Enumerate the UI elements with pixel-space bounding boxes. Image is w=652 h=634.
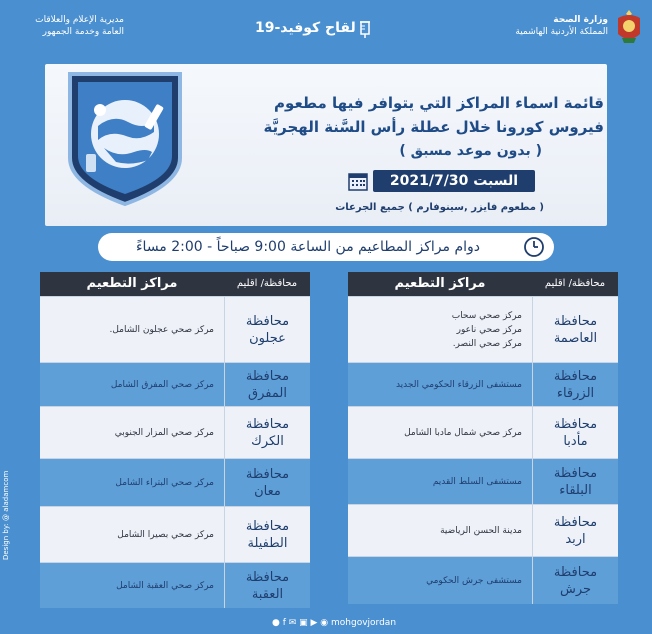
governorate-cell: محافظة مأدبا [532,407,618,458]
date-badge: السبت 2021/7/30 [373,170,535,192]
centers-cell: مدينة الحسن الرياضية [440,525,522,536]
social-handle: mohgovjordan [331,618,397,628]
calendar-icon [348,171,368,191]
centers-cell: مستشفى السلط القديم [432,476,522,487]
media-line1: مديرية الإعلام والعلاقات [35,15,124,25]
social-icons: ● f ✉ ▣ ▶ ◉ [272,618,332,628]
ministry-line1: وزارة الصحة [553,15,608,25]
ministry-line2: المملكة الأردنية الهاشمية [515,27,608,37]
header [0,0,652,64]
table-row [40,562,310,608]
clock-icon [523,236,545,258]
centers-table-right [348,272,618,604]
governorate-cell: محافظة الزرقاء [532,363,618,406]
centers-cell: مركز صحي العقبة الشامل [116,580,214,591]
centers-cell: مستشفى الزرقاء الحكومي الجديد [395,379,522,390]
centers-table-left [40,272,310,608]
governorate-cell: محافظة الطفيلة [224,507,310,562]
vaccine-title: لقاح كوفيد-19 [255,20,356,36]
governorate-cell: محافظة جرش [532,557,618,604]
governorate-cell: محافظة المفرق [224,363,310,406]
table-row [40,506,310,562]
centers-cell: مركز صحي سحاب مركز صحي ناعور مركز صحي النصر. [451,310,522,349]
table-row [40,296,310,362]
media-line2: العامة وخدمة الجمهور [42,27,124,37]
header-governorate: محافظة/ اقليم [544,278,606,289]
jordan-crest-icon [614,8,644,46]
ministry-name [515,14,608,38]
governorate-cell: محافظة العاصمة [532,297,618,362]
table-row [40,406,310,458]
governorate-cell: محافظة اربد [532,505,618,556]
table-row [348,556,618,604]
table-row [348,406,618,458]
centers-cell: مركز صحي المفرق الشامل [110,379,214,390]
centers-cell: مركز صحي عجلون الشامل. [109,324,214,335]
shield-emblem [58,66,192,208]
table-row [348,296,618,362]
header-centers: مراكز التطعيم [86,276,178,291]
centers-cell: مركز صحي بصيرا الشامل [117,529,214,540]
header-centers: مراكز التطعيم [394,276,486,291]
centers-cell: مركز صحي شمال مادبا الشامل [404,427,522,438]
media-directorate [14,14,124,38]
governorate-cell: محافظة البلقاء [532,459,618,504]
shield-icon [58,66,192,208]
social-footer [272,618,396,628]
working-hours: دوام مراكز المطاعيم من الساعة 9:00 صباحاً - 2:00 مساءً [98,233,554,261]
governorate-cell: محافظة عجلون [224,297,310,362]
governorate-cell: محافظة العقبة [224,563,310,608]
table-header [348,272,618,296]
table-row [348,458,618,504]
centers-cell: مركز صحي المزار الجنوبي [114,427,214,438]
title-line-2: فيروس كورونا خلال عطلة رأس السَّنة الهجريَّة [263,118,604,136]
table-row [40,458,310,506]
designer-credit: Design by: @ aladamcom [2,470,10,560]
centers-cell: مركز صحي البتراء الشامل [115,477,214,488]
table-header [40,272,310,296]
table-row [40,362,310,406]
governorate-cell: محافظة معان [224,459,310,506]
header-governorate: محافظة/ اقليم [236,278,298,289]
title-line-1: قائمة اسماء المراكز التي يتوافر فيها مطعوم [274,94,604,112]
table-row [348,362,618,406]
table-row [348,504,618,556]
centers-cell: مستشفى جرش الحكومي [426,575,522,586]
governorate-cell: محافظة الكرك [224,407,310,458]
vaccine-types: ( مطعوم فايزر ,سينوفارم ) جميع الجرعات [335,202,544,213]
title-line-3: ( بدون موعد مسبق ) [399,143,542,159]
syringe-icon [358,20,372,38]
